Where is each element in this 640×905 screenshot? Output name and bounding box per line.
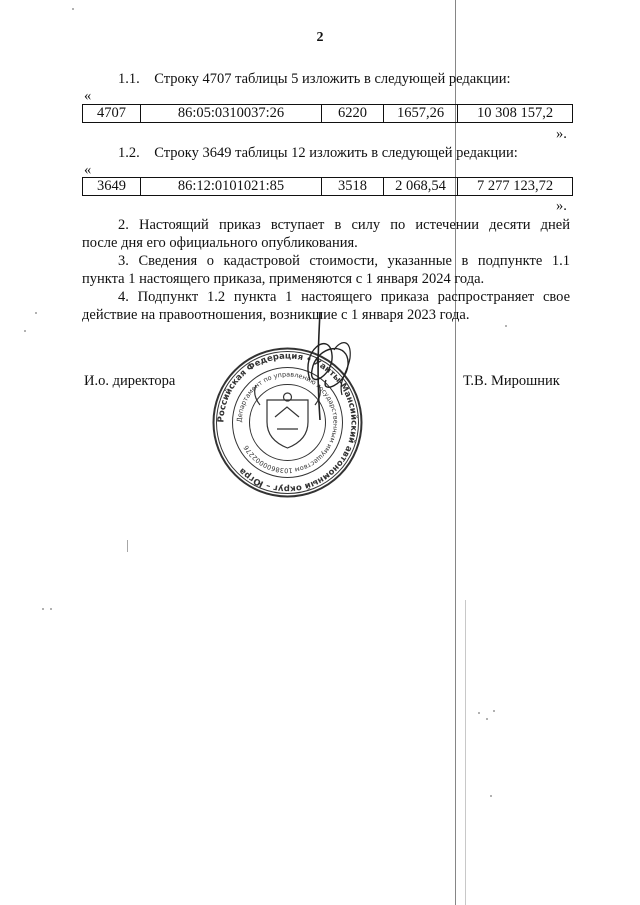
item-1-1-heading	[118, 71, 511, 88]
scan-speck	[42, 608, 44, 610]
close-quote: ».	[556, 126, 567, 142]
table-row	[82, 104, 573, 123]
table-cell: 86:12:0101021:85	[141, 178, 322, 196]
paragraph-3-line1: 3. Сведения о кадастровой стоимости, указанные в подпункте 1.1	[118, 253, 570, 269]
scan-speck	[72, 8, 74, 10]
open-quote: «	[84, 162, 92, 178]
scan-speck	[35, 312, 37, 314]
table-cell: 4707	[83, 105, 141, 123]
scan-speck	[505, 325, 507, 327]
open-quote: «	[84, 88, 92, 104]
paragraph-4-line2: действие на правоотношения, возникшие с 1 января 2023 года.	[82, 307, 470, 323]
table-cell: 3649	[83, 178, 141, 196]
item-1-2-heading	[118, 145, 518, 162]
scan-line	[455, 0, 456, 905]
table-cell: 7 277 123,72	[458, 178, 573, 196]
scan-speck	[493, 710, 495, 712]
handwritten-signature	[290, 310, 370, 430]
page-number: 2	[316, 30, 324, 45]
paragraph-3-line2: пункта 1 настоящего приказа, применяются с 1 января 2024 года.	[82, 271, 485, 287]
item-number: 1.1.	[118, 71, 140, 87]
paragraph-2-line1: 2. Настоящий приказ вступает в силу по истечении десяти дней	[118, 217, 570, 233]
paragraph-4-line1: 4. Подпункт 1.2 пункта 1 настоящего приказа распространяет свое	[118, 289, 570, 305]
item-text: Строку 4707 таблицы 5 изложить в следующей редакции:	[154, 71, 511, 87]
table-row	[82, 177, 573, 196]
signatory-position: И.о. директора	[84, 373, 176, 389]
seal-inner-text: Департамент по управлению государственным имуществом 1038600002276	[235, 370, 340, 475]
table-cell: 86:05:0310037:26	[141, 105, 322, 123]
table-cell: 1657,26	[384, 105, 458, 123]
scan-speck	[490, 795, 492, 797]
scan-speck	[486, 718, 488, 720]
scan-speck	[478, 712, 480, 714]
paragraph-2-line2: после дня его официального опубликования.	[82, 235, 358, 251]
table-cell: 3518	[322, 178, 384, 196]
seal-outer-text: Российская Федерация • Ханты-Мансийский автономный округ – Югра	[216, 351, 359, 494]
table-cell: 6220	[322, 105, 384, 123]
scan-speck	[50, 608, 52, 610]
signatory-name: Т.В. Мирошник	[463, 373, 560, 389]
scan-line	[465, 600, 466, 905]
table-cell: 10 308 157,2	[458, 105, 573, 123]
item-number: 1.2.	[118, 145, 140, 161]
scan-speck	[24, 330, 26, 332]
close-quote: ».	[556, 198, 567, 214]
scan-line	[127, 540, 128, 552]
table-cell: 2 068,54	[384, 178, 458, 196]
item-text: Строку 3649 таблицы 12 изложить в следующей редакции:	[154, 145, 518, 161]
